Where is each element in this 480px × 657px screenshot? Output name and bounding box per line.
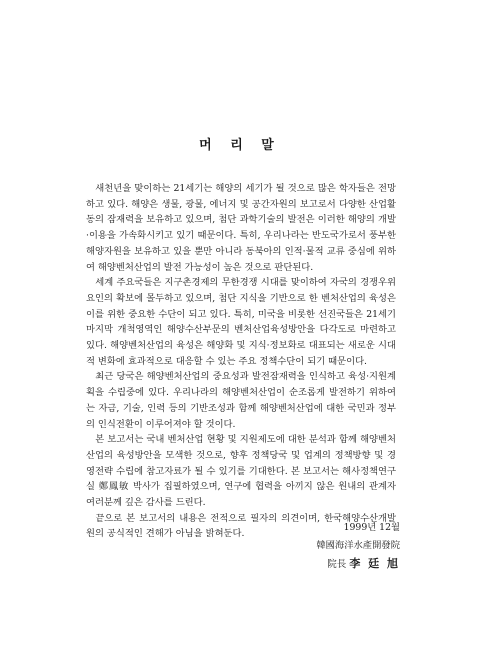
paragraph: 본 보고서는 국내 벤처산업 현황 및 지원제도에 대한 분석과 함께 해양벤처산업의 육성방안을 모색한 것으로, 향후 정책당국 및 업계의 정책방향 및 경영전략 수립에 참고자료가 될 수 있기를 기대한다. 본 보고서는 해사정책연구실 鄭鳳敏 박사가 집필하였으며, 연구에 협력을 아끼지 않은 원내의 관계자 여러분께 깊은 감사를 드린다. bbox=[86, 434, 396, 509]
director-line bbox=[200, 555, 400, 574]
page-title: 머 리 말 bbox=[199, 138, 281, 153]
director-name: 李 廷 旭 bbox=[349, 557, 400, 570]
institute-name: 韓國海洋水產開發院 bbox=[316, 540, 400, 551]
paragraph: 세계 주요국들은 지구촌경제의 무한경쟁 시대를 맞이하여 자국의 경쟁우위 요인의 확보에 몰두하고 있으며, 첨단 지식을 기반으로 한 벤처산업의 육성은 이를 위한 중요한 수단이 되고 있다. 특히, 미국을 비롯한 선진국들은 21세기 마지막 개척영역인 해양수산부문의 벤처산업육성방안을 다각도로 마련하고 있다. 해양벤처산업의 육성은 해양화 및 지식·정보화로 대표되는 새로운 시대적 변화에 효과적으로 대응할 수 있는 주요 정책수단이 되기 때문이다. bbox=[86, 277, 396, 367]
paragraph: 새천년을 맞이하는 21세기는 해양의 세기가 될 것으로 많은 학자들은 전망하고 있다. 해양은 생물, 광물, 에너지 및 공간자원의 보고로서 다양한 산업활동의 잠재력을 보유하고 있으며, 첨단 과학기술의 발전은 이러한 해양의 개발·이용을 가속화시키고 있기 때문이다. 특히, 우리나라는 반도국가로서 풍부한 해양자원을 보유하고 있을 뿐만 아니라 동북아의 인적·물적 교류 중심에 위하여 해양벤처산업의 발전 가능성이 높은 것으로 판단된다. bbox=[86, 183, 396, 273]
date-line: 1999년 12월 bbox=[343, 522, 400, 533]
paragraph: 끝으로 본 보고서의 내용은 전적으로 필자의 의견이며, 한국해양수산개발원의 공식적인 견해가 아님을 밝혀둔다. bbox=[86, 512, 396, 540]
preface-body bbox=[86, 181, 396, 542]
paragraph: 최근 당국은 해양벤처산업의 중요성과 발전잠재력을 인식하고 육성·지원계획을 수립중에 있다. 우리나라의 해양벤처산업이 순조롭게 발전하기 위하여는 자금, 기술, 인력 등의 기반조성과 함께 해양벤처산업에 대한 국민과 정부의 인식전환이 이루어져야 할 것이다. bbox=[86, 371, 396, 430]
signature-block bbox=[200, 519, 400, 574]
director-title: 院長 bbox=[327, 559, 347, 570]
